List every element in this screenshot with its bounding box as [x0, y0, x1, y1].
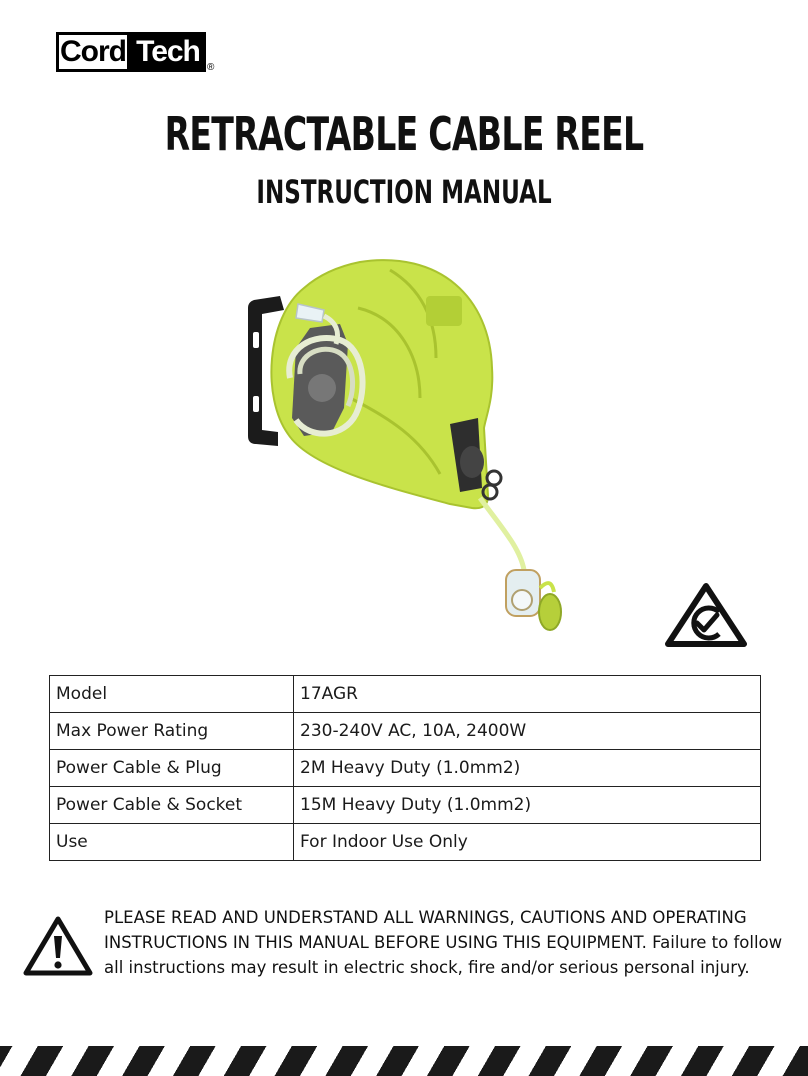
spec-label-use: Use: [50, 824, 294, 861]
page-subtitle: INSTRUCTION MANUAL: [256, 173, 552, 211]
table-row: [50, 787, 761, 824]
registered-mark: ®: [207, 62, 215, 73]
spec-label-cable-socket: Power Cable & Socket: [50, 787, 294, 824]
bracket-slot-bottom: [253, 396, 259, 412]
spec-label-model: Model: [50, 676, 294, 713]
table-row: [50, 713, 761, 750]
spec-value-model: 17AGR: [294, 676, 761, 713]
specifications-table: [49, 675, 761, 861]
table-row: [50, 750, 761, 787]
bracket-slot-top: [253, 332, 259, 348]
warning-triangle-icon: [22, 914, 94, 978]
spec-value-use: For Indoor Use Only: [294, 824, 761, 861]
spec-label-max-power: Max Power Rating: [50, 713, 294, 750]
spec-label-cable-plug: Power Cable & Plug: [50, 750, 294, 787]
socket-cap-strap: [540, 583, 554, 592]
outlet-ring-1: [487, 471, 501, 485]
spec-value-cable-socket: 15M Heavy Duty (1.0mm2): [294, 787, 761, 824]
spec-value-cable-plug: 2M Heavy Duty (1.0mm2): [294, 750, 761, 787]
extension-cable: [480, 498, 524, 570]
cable-reel-image: [240, 248, 580, 648]
outlet-stopper: [460, 446, 484, 478]
spec-value-max-power: 230-240V AC, 10A, 2400W: [294, 713, 761, 750]
socket-face: [512, 590, 532, 610]
page-title: RETRACTABLE CABLE REEL: [164, 107, 644, 161]
top-vent: [426, 296, 462, 326]
brand-word-cord: Cord: [56, 32, 130, 72]
table-row: [50, 824, 761, 861]
hazard-stripe-border: [0, 1046, 808, 1076]
rcm-compliance-icon: [664, 582, 748, 648]
socket-cap: [539, 594, 561, 630]
brand-word-tech: Tech: [130, 32, 206, 72]
table-row: [50, 676, 761, 713]
hub-center: [308, 374, 336, 402]
safety-warning-text: PLEASE READ AND UNDERSTAND ALL WARNINGS, CAUTIONS AND OPERATING INSTRUCTIONS IN THIS MANUAL BEFORE USING THIS EQUIPMENT. Failure to follow all instructions may result in electric shock, fire and/or serious personal injury.: [104, 908, 783, 977]
